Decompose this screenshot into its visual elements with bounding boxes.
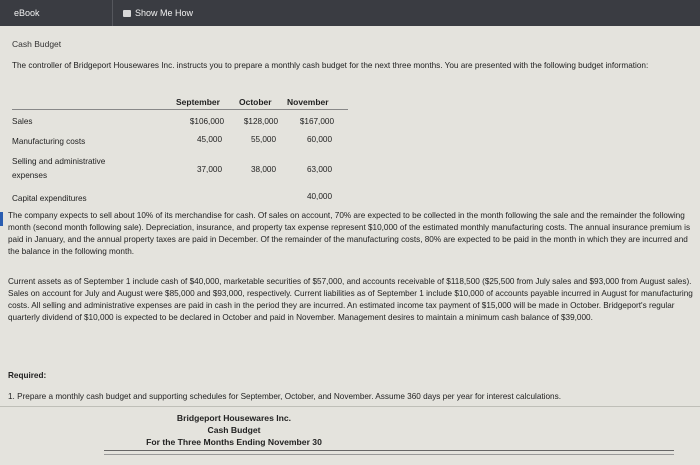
row-label-manufacturing: Manufacturing costs xyxy=(12,137,86,146)
ebook-label: eBook xyxy=(14,8,40,18)
problem-title: Cash Budget xyxy=(12,39,62,49)
problem-content xyxy=(0,26,700,465)
show-me-how-label: Show Me How xyxy=(135,8,194,18)
paragraph-collections: The company expects to sell about 10% of its merchandise for cash. Of sales on account, 70% are expected to be collected in the month following the sale and the remainder the following month (second month following sale). Depreciation, insurance, and property tax expense represent $10,000 of the estimated monthly manufacturing costs. The annual insurance premium is paid in January, and the annual property taxes are paid in December. Of the remainder of the manufacturing costs, 80% are expected to be paid in the month in which they are incurred and the balance in the following month. xyxy=(8,211,691,256)
row-label-selling-admin-2: expenses xyxy=(12,171,48,180)
cell-sales-sep: $106,000 xyxy=(189,117,224,126)
top-toolbar xyxy=(0,0,700,26)
problem-intro: The controller of Bridgeport Housewares Inc. instructs you to prepare a monthly cash budget for the next three months. You are presented with the following budget information: xyxy=(12,61,649,70)
cell-sales-nov: $167,000 xyxy=(299,117,334,126)
cell-capital-nov: 40,000 xyxy=(306,192,332,201)
cell-sa-nov: 63,000 xyxy=(306,165,332,174)
video-icon xyxy=(123,10,131,17)
budget-title: Cash Budget xyxy=(207,425,261,435)
cell-sales-oct: $128,000 xyxy=(243,117,278,126)
budget-period: For the Three Months Ending November 30 xyxy=(146,437,322,447)
cell-mfg-sep: 45,000 xyxy=(196,135,222,144)
left-marker xyxy=(0,212,3,226)
row-label-capital: Capital expenditures xyxy=(12,194,87,203)
paragraph-current-assets: Current assets as of September 1 include cash of $40,000, marketable securities of $57,000, and accounts receivable of $118,500 ($25,500 from July sales and $93,000 from August sales). Sales on account for July and August were $85,000 and $93,000, respectively. Current liabilities as of September 1 include $10,000 of accounts payable incurred in August for manufacturing costs. All selling and administrative expenses are paid in cash in the period they are incurred. An estimated income tax payment of $15,000 will be made in October. Bridgeport's regular quarterly dividend of $10,000 is expected to be declared in October and paid in November. Management desires to maintain a minimum cash balance of $39,000. xyxy=(8,277,693,322)
cell-sa-sep: 37,000 xyxy=(196,165,222,174)
budget-table-rule-lower xyxy=(104,454,674,455)
question-1: 1. Prepare a monthly cash budget and supporting schedules for September, October, and November. Assume 360 days per year for interest calculations. xyxy=(8,392,561,401)
row-label-sales: Sales xyxy=(12,117,33,126)
cell-mfg-oct: 55,000 xyxy=(250,135,276,144)
cash-budget-heading xyxy=(104,412,364,448)
header-september: September xyxy=(176,97,220,107)
company-name: Bridgeport Housewares Inc. xyxy=(176,413,292,423)
show-me-how-tab[interactable] xyxy=(112,0,203,26)
cell-sa-oct: 38,000 xyxy=(250,165,276,174)
header-rule xyxy=(12,109,348,110)
question-divider xyxy=(0,406,700,407)
header-november: November xyxy=(287,97,329,107)
header-october: October xyxy=(239,97,272,107)
row-label-selling-admin-1: Selling and administrative xyxy=(12,157,106,166)
cell-mfg-nov: 60,000 xyxy=(306,135,332,144)
required-label: Required: xyxy=(8,371,47,380)
budget-table-rule xyxy=(104,450,674,451)
ebook-tab[interactable] xyxy=(0,0,112,26)
